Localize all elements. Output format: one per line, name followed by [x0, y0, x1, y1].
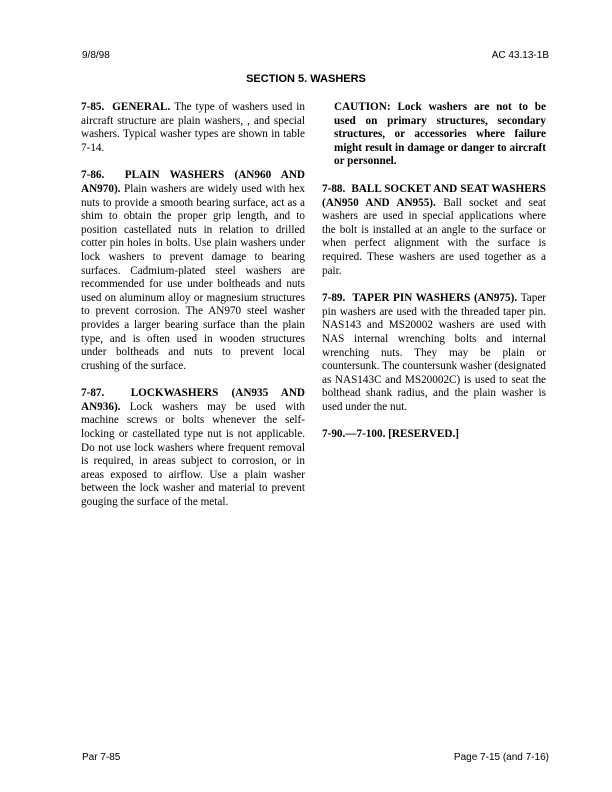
paragraph-title: TAPER PIN WASHERS (AN975).	[352, 292, 518, 305]
paragraph-number: 7-86.	[81, 169, 105, 182]
footer-par: Par 7-85	[82, 752, 121, 763]
paragraph-7-87	[81, 387, 305, 509]
footer-page: Page 7-15 (and 7-16)	[453, 752, 549, 763]
left-column	[81, 101, 305, 524]
paragraph-title: GENERAL.	[112, 101, 171, 113]
paragraph-number: 7-88.	[322, 182, 346, 195]
header-doc-id: AC 43.13-1B	[491, 50, 549, 61]
paragraph-7-88	[322, 183, 546, 278]
paragraph-title: PLAIN WASHERS (AN960 AND AN970).	[81, 169, 306, 195]
paragraph-number: 7-87.	[81, 387, 105, 400]
paragraph-body: Ball socket and seat washers are used in special applications where the bolt is installed at an angle to the surface or when perfect alignment with the surface is required. These washers are used together as a pair.	[322, 196, 546, 277]
paragraph-body: The type of washers used in aircraft structure are plain washers, , and special washers. Typical washer types are shown in table 7-14.	[81, 101, 306, 154]
paragraph-title: BALL SOCKET AND SEAT WASHERS (AN950 AND AN955).	[322, 182, 546, 209]
header-date: 9/8/98	[82, 50, 110, 61]
paragraph-7-85	[81, 101, 305, 155]
paragraph-7-89	[322, 292, 546, 414]
paragraph-number: 7-85.	[81, 101, 105, 113]
paragraph-title: LOCKWASHERS (AN935 AND AN936).	[81, 387, 305, 413]
reserved-paragraphs: 7-90.—7-100. [RESERVED.]	[322, 428, 459, 441]
paragraph-body: Plain washers are widely used with hex nuts to provide a smooth bearing surface, act as a shim to obtain the proper grip length, and to position castellated nuts in relation to drilled cotter pin holes in bolts. Use plain washers under lock washers to prevent damage to bearing surfaces. Cadmium-plated steel washers are recommended for use under boltheads and nuts used on aluminum alloy or magnesium structures to prevent corrosion. The AN970 steel washer provides a larger bearing surface than the plain type, and is often used in wooden structures under boltheads and nuts to prevent local crushing of the surface.	[81, 182, 305, 372]
paragraph-7-86	[81, 169, 305, 373]
paragraph-number: 7-89.	[322, 292, 346, 305]
section-title: SECTION 5. WASHERS	[246, 73, 366, 85]
paragraph-body: Taper pin washers are used with the threaded taper pin. NAS143 and MS20002 washers are used with NAS internal wrenching bolts and internal wrenching nuts. They may be plain or countersunk. The countersunk washer (designated as NAS143C and MS20002C) is used to seat the bolthead shank radius, and the plain washer is used under the nut.	[322, 292, 547, 413]
caution-note: CAUTION: Lock washers are not to be used on primary structures, secondary structures, or accessories where failure might result in damage or danger to aircraft or personnel.	[334, 101, 546, 168]
right-column	[322, 101, 546, 442]
paragraph-body: Lock washers may be used with machine screws or bolts whenever the self-locking or castellated type nut is not applicable. Do not use lock washers where frequent removal is required, in areas subject to corrosion, or in areas exposed to airflow. Use a plain washer between the lock washer and material to prevent gouging the surface of the metal.	[81, 400, 305, 509]
